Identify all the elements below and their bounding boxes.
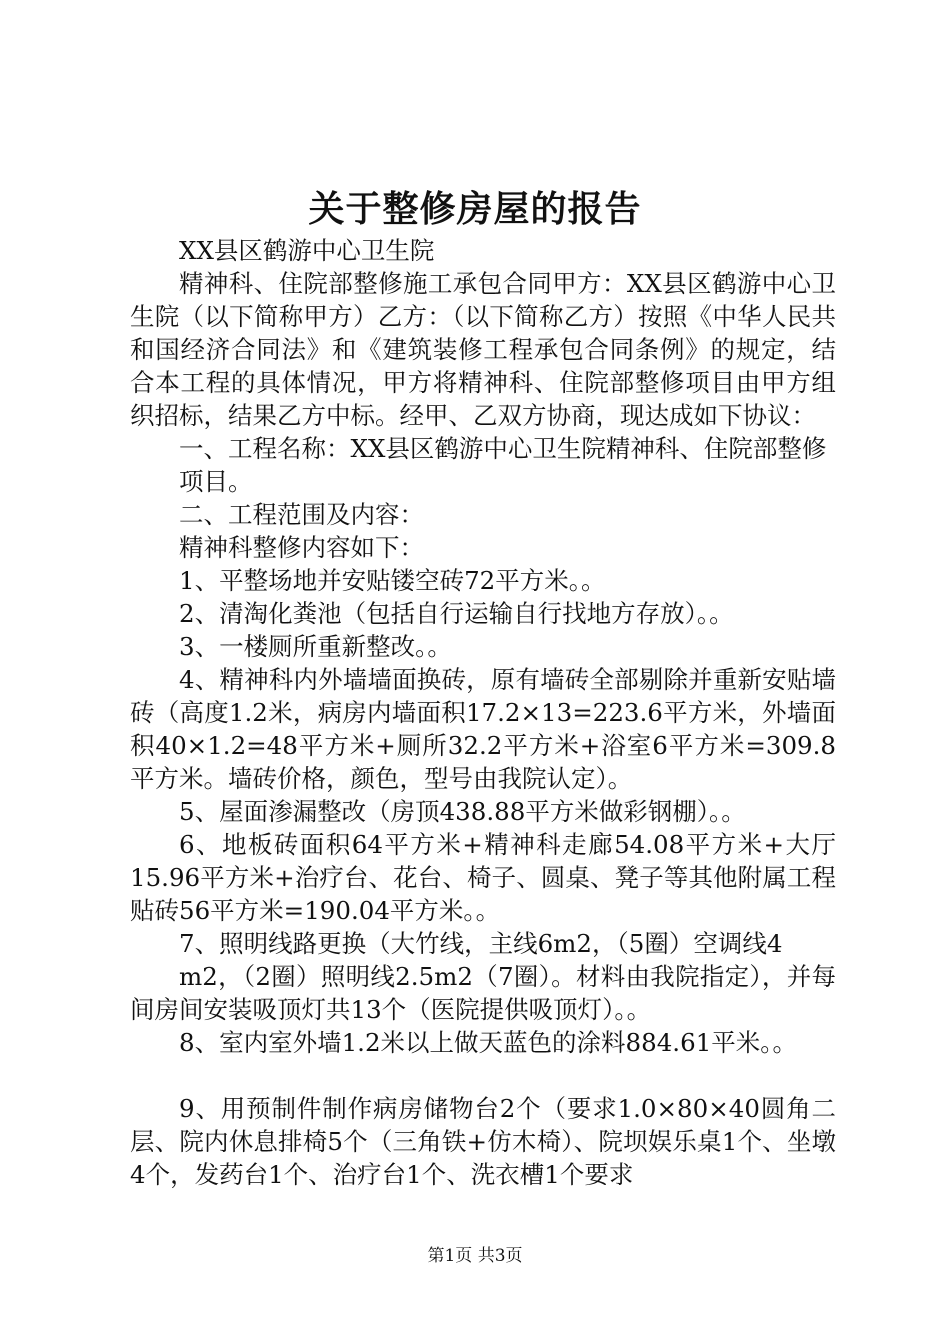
document-title: 关于整修房屋的报告 <box>308 188 642 230</box>
paragraph-item-7-cont: m2，（2圈）照明线2.5m2（7圈）。材料由我院指定），并每间房间安装吸顶灯共13个（医院提供吸顶灯）。。 <box>130 962 836 1024</box>
paragraph-item-7: 7、照明线路更换（大竹线，主线6m2，（5圈）空调线4 <box>179 929 783 958</box>
paragraph-item-6: 6、地板砖面积64平方米+精神科走廊54.08平方米+大厅15.96平方米+治疗台、花台、椅子、圆桌、凳子等其他附属工程贴砖56平方米=190.04平方米。。 <box>130 830 836 925</box>
paragraph-item-8: 8、室内室外墙1.2米以上做天蓝色的涂料884.61平米。。 <box>179 1028 798 1057</box>
paragraph-item-4: 4、精神科内外墙墙面换砖，原有墙砖全部剔除并重新安贴墙砖（高度1.2米，病房内墙面积17.2×13=223.6平方米，外墙面积40×1.2=48平方米+厕所32.2平方米+浴室6平方米=309.8平方米。墙砖价格，颜色，型号由我院认定）。 <box>130 665 836 793</box>
document-body <box>130 234 836 1191</box>
paragraph-item-2: 2、清淘化粪池（包括自行运输自行找地方存放）。。 <box>179 599 734 628</box>
paragraph-project-name-cont: 项目。 <box>179 467 253 496</box>
paragraph-scope-heading: 二、工程范围及内容： <box>179 500 424 529</box>
paragraph-item-1: 1、平整场地并安贴镂空砖72平方米。。 <box>179 566 606 595</box>
paragraph-contract-intro: 精神科、住院部整修施工承包合同甲方：XX县区鹤游中心卫生院（以下简称甲方）乙方：（以下简称乙方）按照《中华人民共和国经济合同法》和《建筑装修工程承包合同条例》的规定，结合本工程的具体情况，甲方将精神科、住院部整修项目由甲方组织招标，结果乙方中标。经甲、乙双方协商，现达成如下协议： <box>130 269 836 430</box>
paragraph-psychiatry-heading: 精神科整修内容如下： <box>179 533 424 562</box>
paragraph-project-name: 一、工程名称：XX县区鹤游中心卫生院精神科、住院部整修 <box>179 434 827 463</box>
paragraph-item-5: 5、屋面渗漏整改（房顶438.88平方米做彩钢棚）。。 <box>179 797 746 826</box>
page-number-footer: 第1页 共3页 <box>427 1246 523 1266</box>
paragraph-item-9: 9、用预制件制作病房储物台2个（要求1.0×80×40圆角二层、院内休息排椅5个（三角铁+仿木椅）、院坝娱乐桌1个、坐墩4个，发药台1个、治疗台1个、洗衣槽1个要求 <box>130 1094 836 1189</box>
paragraph-hospital-name: XX县区鹤游中心卫生院 <box>179 236 435 265</box>
paragraph-item-3: 3、一楼厕所重新整改。。 <box>179 632 452 661</box>
